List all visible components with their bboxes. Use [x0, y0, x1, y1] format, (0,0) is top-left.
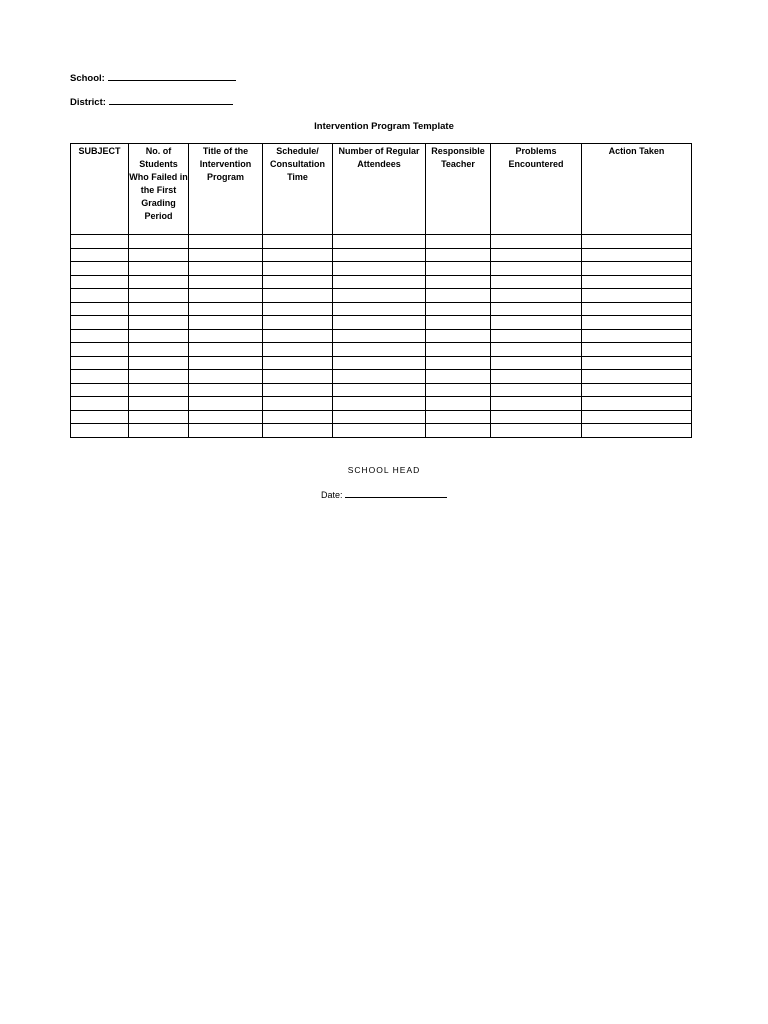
- table-cell[interactable]: [71, 302, 129, 316]
- table-row: [71, 424, 692, 438]
- intervention-table: [70, 143, 692, 438]
- table-cell[interactable]: [426, 410, 491, 424]
- table-cell[interactable]: [426, 316, 491, 330]
- table-cell[interactable]: [333, 424, 426, 438]
- table-cell[interactable]: [71, 397, 129, 411]
- table-cell[interactable]: [333, 302, 426, 316]
- column-header-attendees: Number of Regular Attendees: [333, 144, 426, 235]
- table-cell[interactable]: [263, 302, 333, 316]
- table-cell[interactable]: [426, 262, 491, 276]
- table-cell[interactable]: [263, 370, 333, 384]
- table-cell[interactable]: [263, 289, 333, 303]
- table-row: [71, 316, 692, 330]
- table-cell[interactable]: [333, 370, 426, 384]
- table-cell[interactable]: [129, 410, 189, 424]
- table-cell[interactable]: [426, 370, 491, 384]
- table-cell[interactable]: [71, 316, 129, 330]
- school-label: School:: [70, 73, 105, 84]
- table-cell[interactable]: [582, 275, 692, 289]
- table-cell[interactable]: [333, 275, 426, 289]
- table-row: [71, 289, 692, 303]
- table-row: [71, 343, 692, 357]
- table-cell[interactable]: [426, 235, 491, 249]
- table-row: [71, 356, 692, 370]
- table-cell[interactable]: [129, 275, 189, 289]
- table-row: [71, 235, 692, 249]
- date-field: [321, 488, 447, 500]
- table-cell[interactable]: [582, 343, 692, 357]
- table-cell[interactable]: [426, 329, 491, 343]
- table-cell[interactable]: [491, 262, 582, 276]
- table-cell[interactable]: [333, 289, 426, 303]
- table-cell[interactable]: [129, 248, 189, 262]
- table-cell[interactable]: [333, 383, 426, 397]
- table-cell[interactable]: [71, 383, 129, 397]
- school-head-label: SCHOOL HEAD: [347, 465, 421, 475]
- table-cell[interactable]: [582, 383, 692, 397]
- table-cell[interactable]: [129, 329, 189, 343]
- table-cell[interactable]: [189, 370, 263, 384]
- table-row: [71, 302, 692, 316]
- table-cell[interactable]: [491, 356, 582, 370]
- table-row: [71, 410, 692, 424]
- table-cell[interactable]: [189, 316, 263, 330]
- table-body: [71, 235, 692, 438]
- table-cell[interactable]: [333, 410, 426, 424]
- table-cell[interactable]: [263, 248, 333, 262]
- table-cell[interactable]: [189, 235, 263, 249]
- table-row: [71, 370, 692, 384]
- table-cell[interactable]: [129, 424, 189, 438]
- table-cell[interactable]: [71, 248, 129, 262]
- table-cell[interactable]: [263, 316, 333, 330]
- table-cell[interactable]: [71, 329, 129, 343]
- table-cell[interactable]: [263, 235, 333, 249]
- district-blank-line[interactable]: [109, 95, 233, 105]
- table-cell[interactable]: [189, 329, 263, 343]
- table-cell[interactable]: [263, 410, 333, 424]
- table-cell[interactable]: [582, 329, 692, 343]
- table-cell[interactable]: [129, 289, 189, 303]
- table-cell[interactable]: [582, 370, 692, 384]
- table-cell[interactable]: [491, 424, 582, 438]
- table-cell[interactable]: [189, 248, 263, 262]
- table-cell[interactable]: [426, 383, 491, 397]
- table-cell[interactable]: [491, 248, 582, 262]
- table-cell[interactable]: [129, 343, 189, 357]
- table-cell[interactable]: [129, 316, 189, 330]
- table-cell[interactable]: [426, 397, 491, 411]
- table-cell[interactable]: [263, 262, 333, 276]
- school-blank-line[interactable]: [108, 71, 236, 81]
- table-cell[interactable]: [263, 397, 333, 411]
- table-cell[interactable]: [189, 383, 263, 397]
- table-cell[interactable]: [333, 343, 426, 357]
- table-cell[interactable]: [333, 316, 426, 330]
- table-cell[interactable]: [71, 370, 129, 384]
- table-cell[interactable]: [426, 343, 491, 357]
- table-cell[interactable]: [582, 289, 692, 303]
- table-cell[interactable]: [491, 370, 582, 384]
- table-cell[interactable]: [582, 302, 692, 316]
- school-field: [70, 71, 236, 84]
- column-header-problems: Problems Encountered: [491, 144, 582, 235]
- table-cell[interactable]: [263, 356, 333, 370]
- table-cell[interactable]: [129, 262, 189, 276]
- table-cell[interactable]: [189, 275, 263, 289]
- table-cell[interactable]: [582, 262, 692, 276]
- table-cell[interactable]: [582, 235, 692, 249]
- table-cell[interactable]: [333, 397, 426, 411]
- table-cell[interactable]: [491, 397, 582, 411]
- table-cell[interactable]: [263, 424, 333, 438]
- table-cell[interactable]: [263, 383, 333, 397]
- table-cell[interactable]: [189, 289, 263, 303]
- table-cell[interactable]: [491, 329, 582, 343]
- table-cell[interactable]: [426, 248, 491, 262]
- table-cell[interactable]: [71, 356, 129, 370]
- table-cell[interactable]: [333, 235, 426, 249]
- table-cell[interactable]: [189, 302, 263, 316]
- table-cell[interactable]: [426, 289, 491, 303]
- table-cell[interactable]: [71, 343, 129, 357]
- table-cell[interactable]: [71, 424, 129, 438]
- table-cell[interactable]: [189, 410, 263, 424]
- table-row: [71, 383, 692, 397]
- table-cell[interactable]: [129, 370, 189, 384]
- column-header-failed-students: No. of Students Who Failed in the First Grading Period: [129, 144, 189, 235]
- table-cell[interactable]: [491, 383, 582, 397]
- table-cell[interactable]: [491, 343, 582, 357]
- table-cell[interactable]: [189, 343, 263, 357]
- table-cell[interactable]: [491, 275, 582, 289]
- column-header-schedule: Schedule/ Consultation Time: [263, 144, 333, 235]
- table-cell[interactable]: [582, 424, 692, 438]
- table-row: [71, 329, 692, 343]
- table-cell[interactable]: [582, 316, 692, 330]
- district-field: [70, 95, 233, 108]
- table-cell[interactable]: [426, 356, 491, 370]
- table-cell[interactable]: [263, 329, 333, 343]
- table-row: [71, 248, 692, 262]
- table-cell[interactable]: [263, 275, 333, 289]
- table-cell[interactable]: [426, 302, 491, 316]
- table-cell[interactable]: [189, 397, 263, 411]
- table-cell[interactable]: [71, 262, 129, 276]
- table-cell[interactable]: [333, 329, 426, 343]
- table-cell[interactable]: [189, 262, 263, 276]
- table-cell[interactable]: [189, 424, 263, 438]
- table-cell[interactable]: [582, 356, 692, 370]
- table-cell[interactable]: [491, 235, 582, 249]
- table-cell[interactable]: [426, 424, 491, 438]
- table-cell[interactable]: [491, 410, 582, 424]
- table-cell[interactable]: [129, 383, 189, 397]
- table-cell[interactable]: [582, 397, 692, 411]
- table-cell[interactable]: [129, 302, 189, 316]
- table-cell[interactable]: [129, 356, 189, 370]
- table-cell[interactable]: [71, 275, 129, 289]
- table-cell[interactable]: [582, 248, 692, 262]
- table-cell[interactable]: [333, 356, 426, 370]
- column-header-teacher: Responsible Teacher: [426, 144, 491, 235]
- table-row: [71, 275, 692, 289]
- table-cell[interactable]: [189, 356, 263, 370]
- table-cell[interactable]: [426, 275, 491, 289]
- table-cell[interactable]: [491, 289, 582, 303]
- table-cell[interactable]: [333, 262, 426, 276]
- table-cell[interactable]: [491, 302, 582, 316]
- table-cell[interactable]: [71, 235, 129, 249]
- district-label: District:: [70, 97, 106, 108]
- table-header-row: [71, 144, 692, 235]
- date-blank-line[interactable]: [345, 488, 447, 498]
- table-cell[interactable]: [491, 316, 582, 330]
- column-header-program-title: Title of the Intervention Program: [189, 144, 263, 235]
- date-label: Date:: [321, 490, 343, 500]
- column-header-action: Action Taken: [582, 144, 692, 235]
- table-row: [71, 262, 692, 276]
- table-cell[interactable]: [582, 410, 692, 424]
- table-cell[interactable]: [129, 235, 189, 249]
- table-cell[interactable]: [333, 248, 426, 262]
- table-cell[interactable]: [263, 343, 333, 357]
- table-row: [71, 397, 692, 411]
- table-cell[interactable]: [129, 397, 189, 411]
- document-title: Intervention Program Template: [314, 121, 454, 132]
- column-header-subject: SUBJECT: [71, 144, 129, 235]
- table-cell[interactable]: [71, 410, 129, 424]
- table-cell[interactable]: [71, 289, 129, 303]
